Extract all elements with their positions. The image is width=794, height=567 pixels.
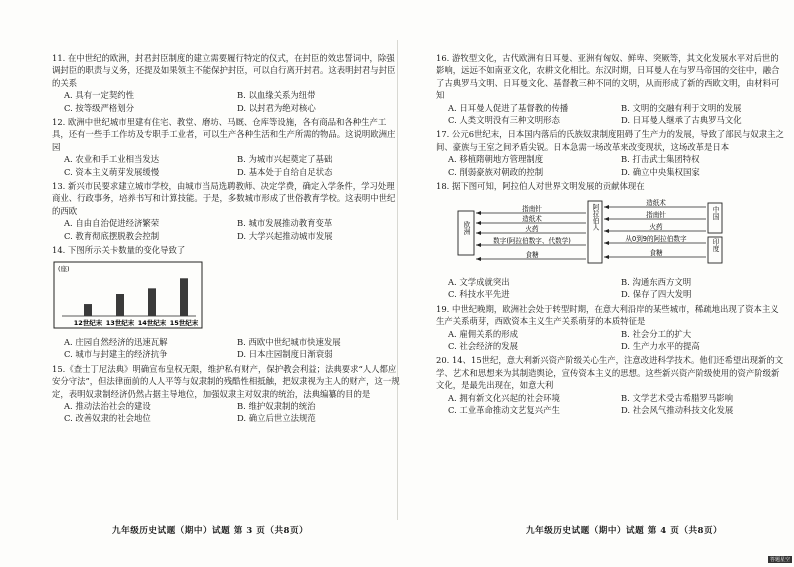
options	[436, 328, 786, 353]
right-item-2: 指南针	[646, 211, 666, 220]
question-20	[436, 354, 786, 416]
option-b: B. 文明的交融有利于文明的发展	[621, 102, 742, 113]
option-b: B. 城市发展推动教育变革	[237, 218, 333, 229]
options	[52, 400, 402, 425]
question-stem: 13. 新兴市民要求建立城市学校，由城市当局选聘教师、决定学费，确定入学条件，学习处理商业、行政事务，培养书写和计算技能。于是，多数城市形成了世俗教育学校。这表明中世纪的西欧	[52, 181, 396, 216]
options	[436, 276, 786, 301]
option-c: C. 城市与封建主的经济抗争	[64, 349, 168, 360]
x-tick-label: 15世纪末	[169, 318, 199, 327]
option-c: C. 社会经济的发展	[448, 340, 519, 351]
option-a: A. 雇佣关系的形成	[448, 328, 518, 339]
option-c: C. 工业革命推动文艺复兴产生	[448, 404, 560, 415]
option-a: A. 自由自治促进经济繁荣	[64, 218, 160, 229]
question-15	[52, 363, 402, 425]
bar-4	[180, 278, 188, 316]
question-14	[52, 244, 402, 361]
options	[52, 153, 402, 178]
option-a: A. 庄园自然经济的迅速瓦解	[64, 336, 168, 347]
bar-3	[148, 288, 156, 316]
right-item-4: 从0到9的阿拉伯数字	[625, 235, 687, 244]
question-17	[436, 128, 786, 178]
option-a: A. 具有一定契约性	[64, 90, 134, 101]
option-c: C. 按等级严格划分	[64, 102, 135, 113]
question-stem: 11. 在中世纪的欧洲，封君封臣制度的建立需要履行特定的仪式，在封臣的效忠誓词中，除强调封臣的职责与义务，还提及如果领主不能保护封臣，可以自行离开封君。这表明封君与封臣的关系	[52, 53, 396, 88]
y-axis-label: (座)	[58, 264, 70, 273]
left-item-5: 食糖	[525, 251, 539, 260]
option-b: B. 以血缘关系为纽带	[237, 90, 316, 101]
option-b: B. 打击武士集团特权	[621, 154, 700, 165]
question-16	[436, 52, 786, 126]
page-footer-left: 九年级历史试题（期中）试题 第 3 页（共8页）	[112, 526, 309, 536]
option-d: D. 保存了四大发明	[621, 289, 692, 300]
option-d: D. 日本庄园制度日渐衰弱	[237, 349, 333, 360]
option-a: A. 拥有新文化兴起的社会环境	[448, 392, 560, 403]
corner-watermark: 答题星空	[770, 557, 791, 563]
arab-transmission-diagram	[436, 195, 786, 272]
question-stem: 16. 游牧型文化，古代欧洲有日耳曼、亚洲有匈奴、鲜卑、突厥等，其文化发展水平对后世的影响，远远不如南亚文化，农耕文化相比。东汉时期，日耳曼人在与罗马帝国的交往中，融合了古典罗马文明、日耳曼文化、基督教三种不同的文明，从而形成了新的西欧文明，由材料可知	[436, 53, 780, 101]
question-18	[436, 180, 786, 301]
option-b: B. 文学艺术受古希腊罗马影响	[621, 392, 733, 403]
option-a: A. 推动法治社会的建设	[64, 400, 151, 411]
right-item-5: 食糖	[649, 249, 663, 258]
option-a: A. 日耳曼人促进了基督教的传播	[448, 102, 569, 113]
option-c: C. 资本主义萌芽发展缓慢	[64, 166, 160, 177]
option-d: D. 日耳曼人继承了古典罗马文化	[621, 115, 742, 126]
options	[436, 102, 786, 127]
options	[52, 336, 402, 361]
x-tick-label: 13世纪末	[105, 318, 135, 327]
right-column	[436, 52, 786, 418]
option-b: B. 维护奴隶制的统治	[237, 400, 316, 411]
india-label: 印度	[711, 238, 719, 253]
toll-gate-bar-chart	[52, 260, 402, 333]
left-item-2: 造纸术	[522, 215, 542, 224]
question-stem: 12. 欧洲中世纪城市里建有住宅、教堂、磨坊、马厩、仓库等设施，各有商品和各种生产工具，还有一些手工作坊及专职手工业者，可以生产各种生活和生产所需的物品。这说明欧洲庄园	[52, 117, 396, 152]
left-item-1: 指南针	[522, 205, 542, 214]
option-b: B. 沟通东西方文明	[621, 276, 692, 287]
options	[52, 89, 402, 114]
option-d: D. 大学兴起推动城市发展	[237, 230, 333, 241]
option-b: B. 西欧中世纪城市快速发展	[237, 336, 341, 347]
bar-1	[84, 304, 92, 316]
x-tick-label: 14世纪末	[137, 318, 167, 327]
china-label: 中国	[711, 206, 719, 221]
option-d: D. 确立中央集权国家	[621, 166, 700, 177]
question-12	[52, 116, 402, 178]
option-c: C. 科技水平先进	[448, 289, 510, 300]
question-stem: 18. 据下图可知，阿拉伯人对世界文明发展的贡献体现在	[436, 181, 645, 192]
option-a: A. 农业和手工业相当发达	[64, 154, 160, 165]
option-d: D. 社会风气推动科技文化发展	[621, 404, 734, 415]
option-c: C. 改善奴隶的社会地位	[64, 413, 151, 424]
bar-chart-svg	[52, 260, 212, 330]
right-item-3: 火药	[649, 223, 663, 232]
page-footer-right: 九年级历史试题（期中）试题 第 4 页（共8页）	[526, 526, 723, 536]
europe-label: 欧洲	[462, 221, 470, 236]
question-stem: 19. 中世纪晚期，欧洲社会处于转型时期，在意大利沿岸的某些城市，稀疏地出现了资本主义生产关系萌芽，西欧资本主义生产关系萌芽的本质特征是	[436, 303, 779, 327]
option-d: D. 确立后世立法规范	[237, 413, 316, 424]
question-stem: 17. 公元6世纪末，日本国内落后的氏族奴隶制度阻碍了生产力的发展，导致了部民与奴隶主之间、豪族与王室之间矛盾尖锐。日本急需一场改革来改变现状，这场改革是日本	[436, 129, 784, 152]
options	[52, 217, 402, 242]
question-stem: 15.《查士丁尼法典》明确宣布皇权无限，维护私有财产，保护教会利益；法典要求“人人都应安分守法”，但法律面前的人人平等与奴隶制的残酷性相抵触，把奴隶视为主人的财产，这一规定，表明奴隶制经济仍然占据主导地位，加强奴隶主对奴隶的统治，法典编纂的目的是	[52, 363, 400, 399]
option-c: C. 教育彻底摆脱教会控制	[64, 230, 160, 241]
left-column	[52, 52, 402, 427]
option-d: D. 基本处于自给自足状态	[237, 166, 333, 177]
left-item-4: 数字(阿拉伯数字、代数学)	[493, 237, 571, 246]
option-b: B. 为城市兴起奠定了基础	[237, 154, 333, 165]
right-item-1: 造纸术	[646, 199, 666, 208]
question-stem: 20. 14、15世纪，意大利新兴资产阶级关心生产，注意改进科学技术。他们还希望出现新的文学、艺术和思想来为其制造舆论，宣传资本主义的思想。这些新兴资产阶级使用的资产阶级新文化，是最先出现在，如意大利	[436, 355, 784, 391]
bar-2	[116, 294, 124, 316]
question-19	[436, 303, 786, 353]
option-a: A. 文学成就突出	[448, 276, 510, 287]
arab-label: 阿拉伯人	[591, 204, 599, 231]
options	[436, 153, 786, 178]
option-c: C. 人类文明没有三种文明形态	[448, 115, 560, 126]
question-stem: 14. 下图所示关卡数量的变化导致了	[52, 245, 186, 256]
option-a: A. 移植隋朝地方管理制度	[448, 154, 544, 165]
left-item-3: 火药	[525, 225, 539, 234]
option-d: D. 生产力水平的提高	[621, 340, 700, 351]
x-tick-label: 12世纪末	[73, 318, 103, 327]
question-11	[52, 52, 402, 114]
option-c: C. 削弱豪族对朝政的控制	[448, 166, 544, 177]
option-d: D. 以封君为绝对核心	[237, 102, 316, 113]
option-b: B. 社会分工的扩大	[621, 328, 692, 339]
options	[436, 392, 786, 417]
diagram-svg	[436, 195, 736, 269]
question-13	[52, 180, 402, 242]
